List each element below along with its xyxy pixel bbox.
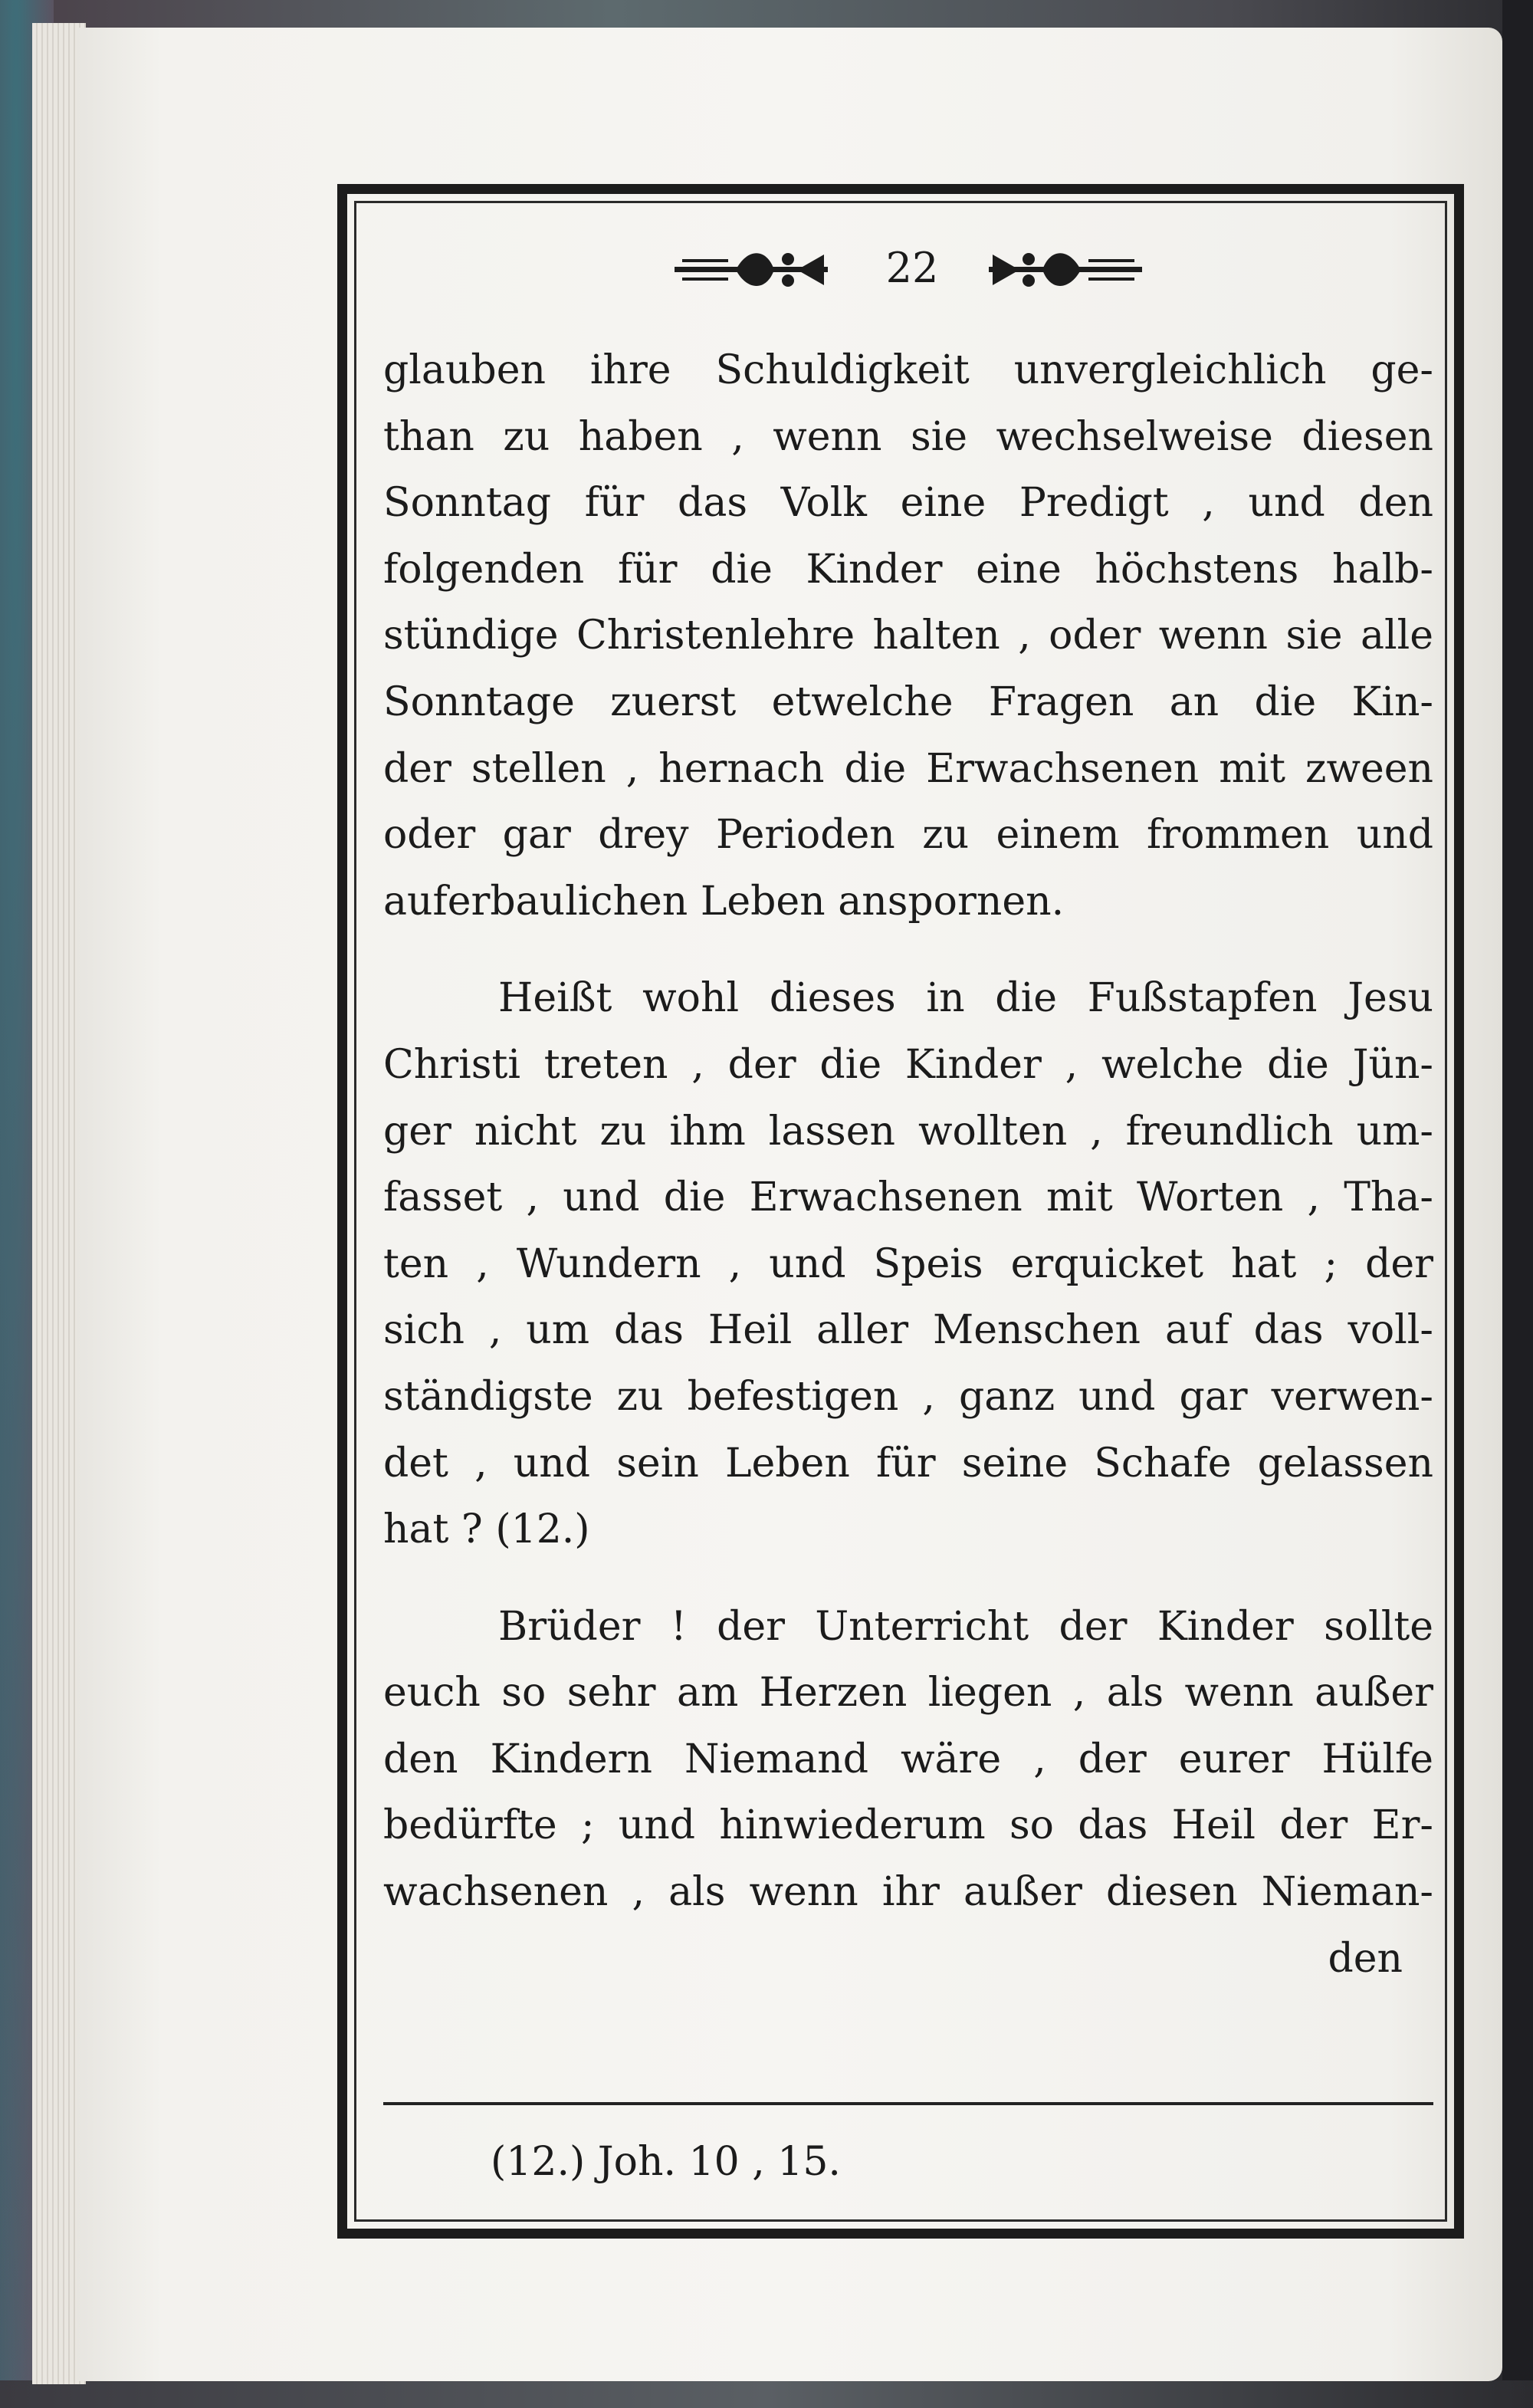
text-line: glauben ihre Schuldigkeit unvergleichlich ge- xyxy=(383,347,1433,393)
text-line: euch so sehr am Herzen liegen , als wenn außer xyxy=(383,1670,1433,1716)
text-line: Sonntage zuerst etwelche Fragen an die Kin- xyxy=(383,678,1433,725)
text-line: bedürfte ; und hinwiederum so das Heil der Er- xyxy=(383,1802,1433,1849)
book-cover-top xyxy=(0,0,1533,31)
text-line: than zu haben , wenn sie wechselweise diesen xyxy=(383,413,1433,460)
page-number: 22 xyxy=(885,244,939,292)
text-line: der stellen , hernach die Erwachsenen mit zween xyxy=(383,745,1433,792)
footnote-rule xyxy=(383,2102,1433,2105)
text-line: Christi treten , der die Kinder , welche die Jün- xyxy=(383,1041,1433,1088)
ornament-left-icon xyxy=(675,244,828,297)
footnote: (12.) Joh. 10 , 15. xyxy=(491,2139,841,2185)
text-line: fasset , und die Erwachsenen mit Worten , Tha- xyxy=(383,1174,1433,1221)
text-line: folgenden für die Kinder eine höchstens halb- xyxy=(383,546,1433,593)
text-line: Brüder ! der Unterricht der Kinder sollte xyxy=(498,1603,1433,1650)
text-line: ger nicht zu ihm lassen wollten , freundlich um- xyxy=(383,1108,1433,1155)
text-line: hat ? (12.) xyxy=(383,1506,590,1553)
paragraph-gap xyxy=(383,1563,1433,1594)
text-line: Heißt wohl dieses in die Fußstapfen Jesu xyxy=(498,975,1433,1022)
book-cover-right xyxy=(1502,0,1533,2408)
text-line: ten , Wundern , und Speis erquicket hat ; der xyxy=(383,1240,1433,1287)
ornament-right-icon xyxy=(989,244,1142,297)
text-line: oder gar drey Perioden zu einem frommen und xyxy=(383,812,1433,859)
text-line: det , und sein Leben für seine Schafe gelassen xyxy=(383,1440,1433,1487)
body-text xyxy=(383,337,1433,1992)
text-line: stündige Christenlehre halten , oder wenn sie alle xyxy=(383,613,1433,659)
text-line: auferbaulichen Leben anspornen. xyxy=(383,878,1065,925)
text-line: den Kindern Niemand wäre , der eurer Hülfe xyxy=(383,1736,1433,1782)
book-cover-bottom xyxy=(0,2380,1533,2408)
text-line: wachsenen , als wenn ihr außer diesen Nieman- xyxy=(383,1869,1433,1916)
catchword: den xyxy=(1328,1935,1403,1982)
text-line: Sonntag für das Volk eine Predigt , und den xyxy=(383,480,1433,527)
paragraph-gap xyxy=(383,935,1433,965)
text-line: sich , um das Heil aller Menschen auf das voll- xyxy=(383,1307,1433,1354)
text-line: ständigste zu befestigen , ganz und gar verwen- xyxy=(383,1373,1433,1420)
